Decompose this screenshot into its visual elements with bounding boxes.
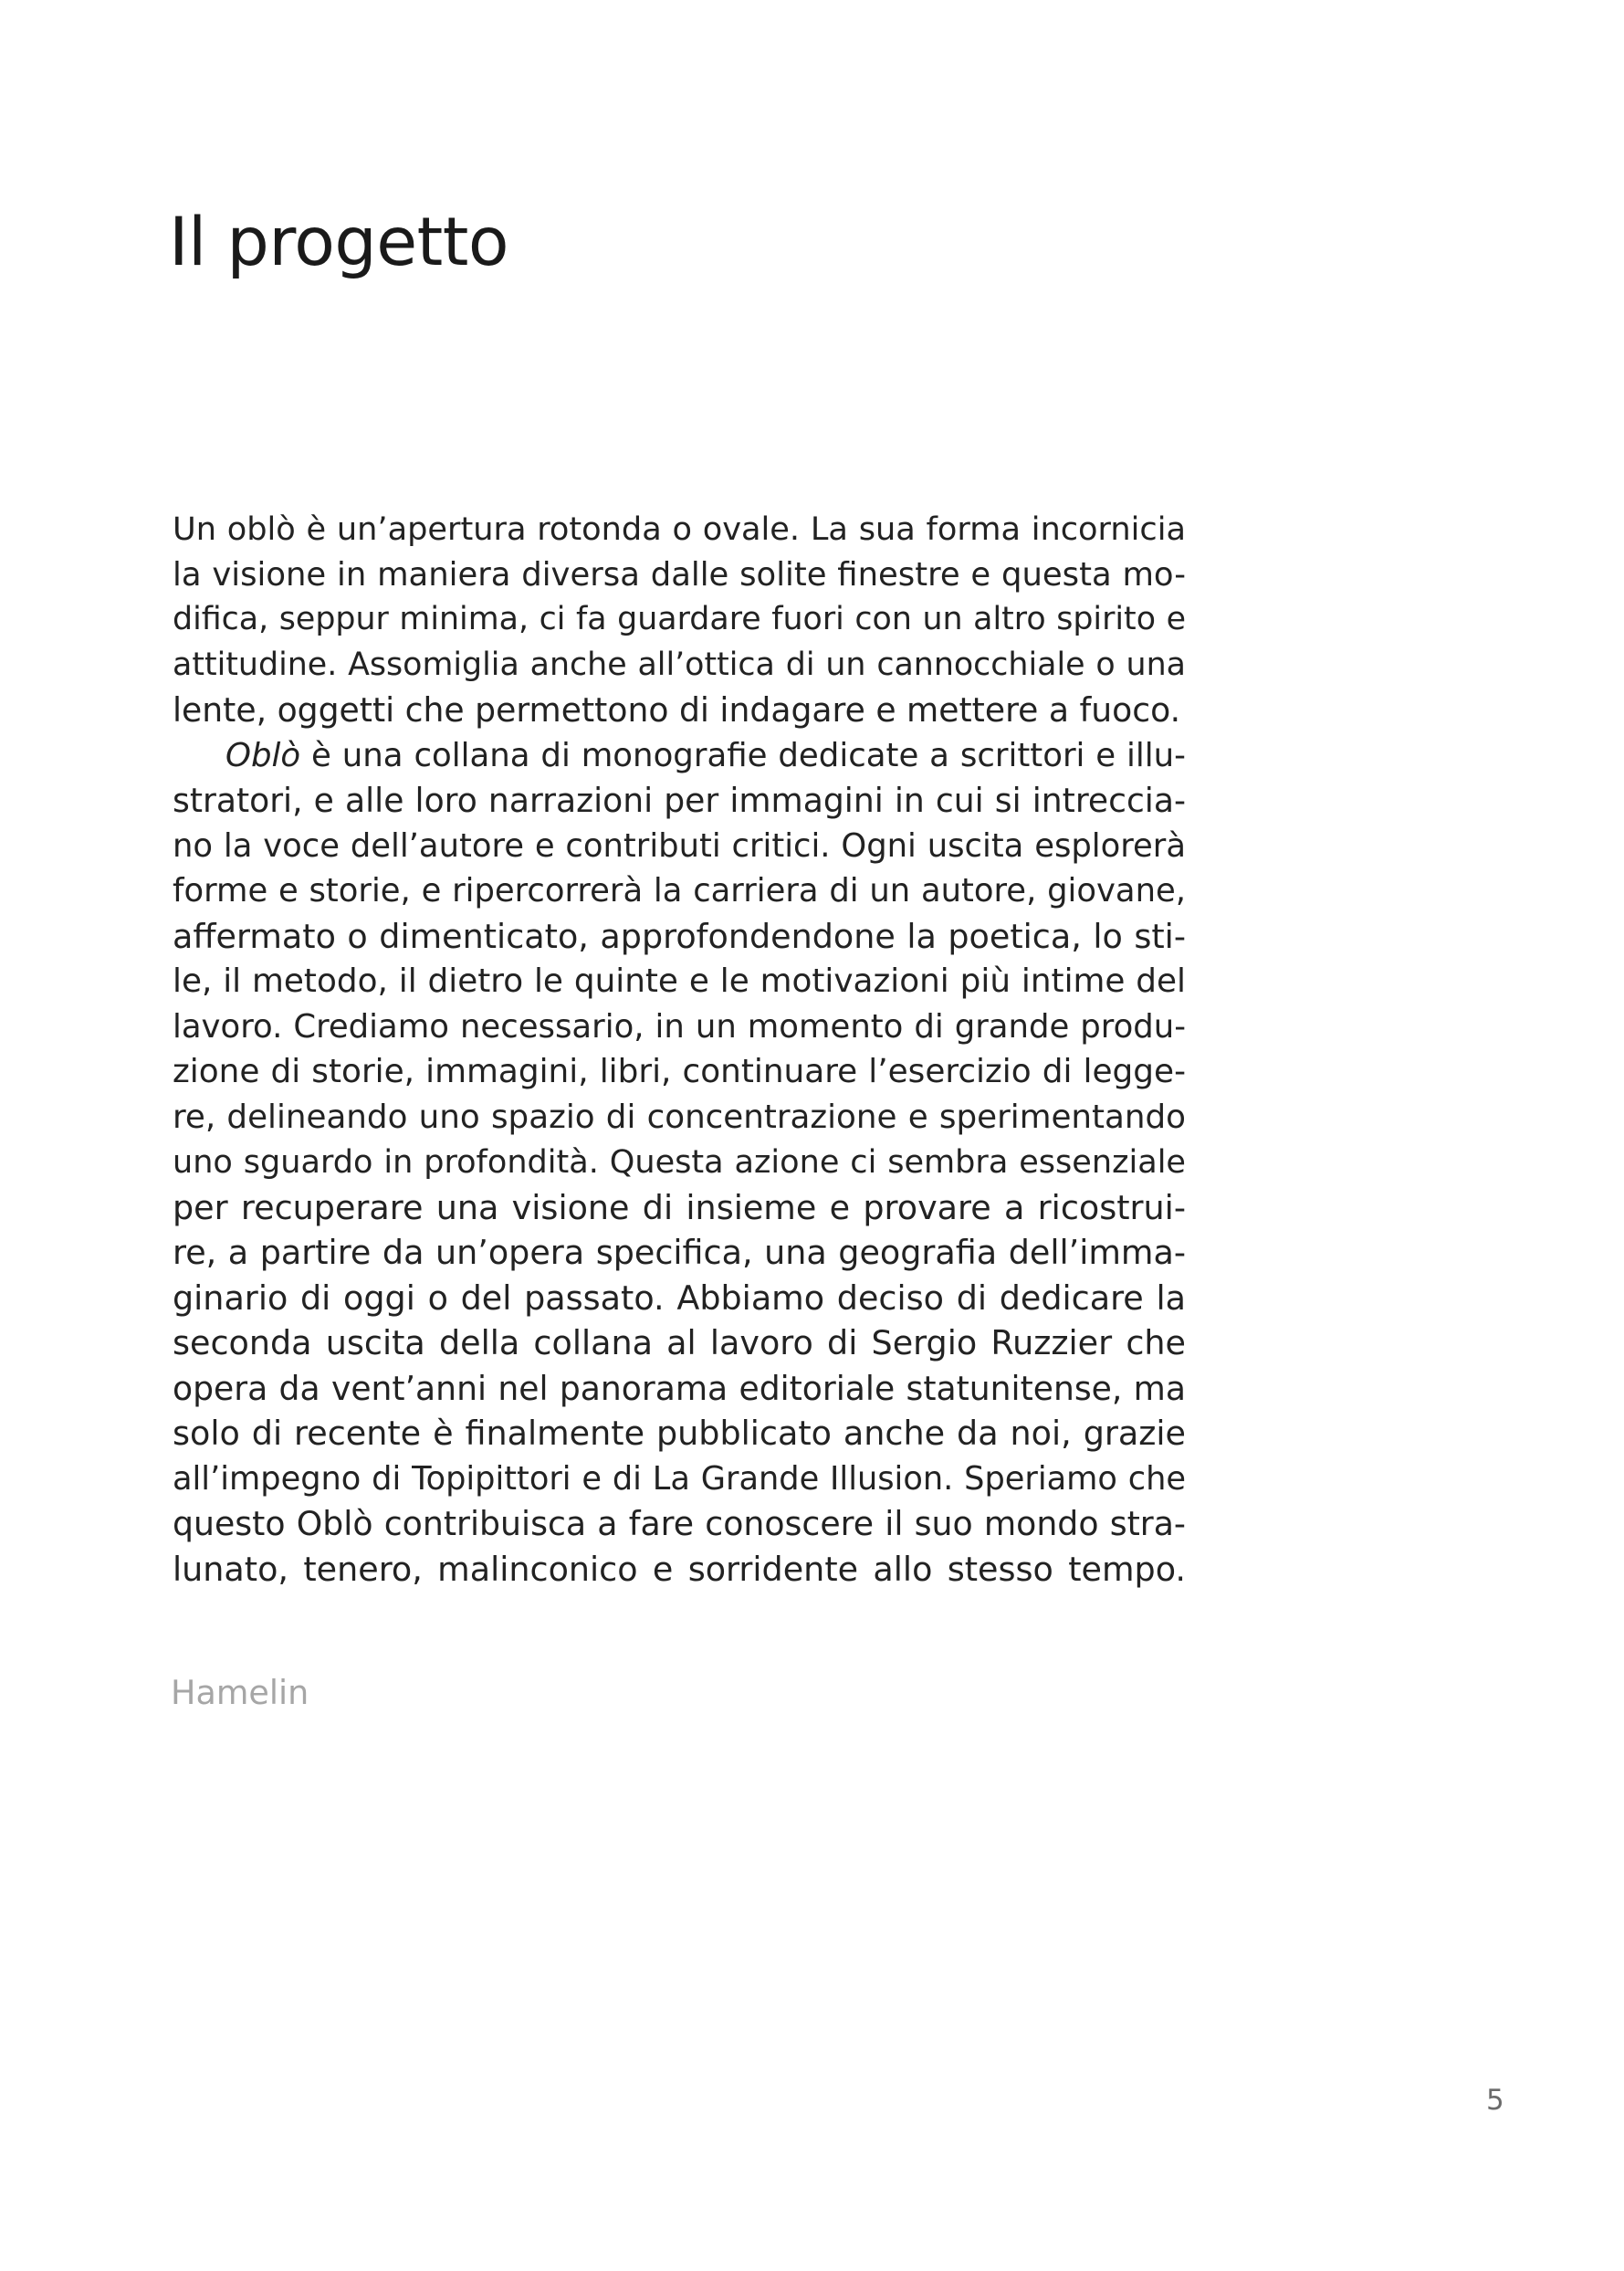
series-name-italic: Oblò	[225, 736, 301, 774]
text-line: attitudine. Assomiglia anche all’ottica di un cannocchiale o una	[173, 646, 1186, 683]
body-text	[173, 507, 1186, 1592]
text-line: seconda uscita della collana al lavoro di Sergio Ruzzier che	[173, 1323, 1186, 1362]
text-line: opera da vent’anni nel panorama editoriale statunitense, ma	[173, 1368, 1186, 1408]
text-line: per recuperare una visione di insieme e provare a ricostrui-	[173, 1187, 1186, 1227]
paragraph-intro	[173, 507, 1186, 733]
text-line: la visione in maniera diversa dalle solite finestre e questa mo-	[173, 555, 1186, 594]
paragraph-main	[173, 733, 1186, 1593]
text-line-rest: è una collana di monografie dedicate a scrittori e illu-	[300, 736, 1186, 774]
text-line: le, il metodo, il dietro le quinte e le motivazioni più intime del	[173, 962, 1186, 1000]
text-line: questo Oblò contribuisca a fare conoscere il suo mondo stra-	[173, 1504, 1186, 1543]
text-line: affermato o dimenticato, approfondendone la poetica, lo sti-	[173, 916, 1186, 956]
text-line: all’impegno di Topipittori e di La Grande Illusion. Speriamo che	[173, 1459, 1186, 1498]
text-line: lunato, tenero, malinconico e sorridente allo stesso tempo.	[173, 1549, 1186, 1589]
page-title: Il progetto	[169, 204, 509, 281]
text-line: Un oblò è un’apertura rotonda o ovale. La sua forma incornicia	[173, 510, 1186, 548]
text-line: lente, oggetti che permettono di indagare e mettere a fuoco.	[173, 690, 1181, 730]
text-line: re, a partire da un’opera specifica, una geografia dell’imma-	[173, 1233, 1186, 1272]
text-line-first	[173, 733, 1186, 779]
text-line: solo di recente è finalmente pubblicato anche da noi, grazie	[173, 1414, 1186, 1453]
text-line: difica, seppur minima, ci fa guardare fuori con un altro spirito e	[173, 601, 1186, 637]
page-number: 5	[1486, 2084, 1504, 2117]
text-line: re, delineando uno spazio di concentrazione e sperimentando	[173, 1098, 1186, 1136]
text-line: uno sguardo in profondità. Questa azione ci sembra essenziale	[173, 1143, 1186, 1181]
text-line: forme e storie, e ripercorrerà la carriera di un autore, giovane,	[173, 872, 1186, 909]
text-line: stratori, e alle loro narrazioni per immagini in cui si intreccia-	[173, 781, 1186, 820]
text-line: no la voce dell’autore e contributi critici. Ogni uscita esplorerà	[173, 826, 1186, 865]
text-line: lavoro. Crediamo necessario, in un momento di grande produ-	[173, 1007, 1186, 1046]
text-line: ginario di oggi o del passato. Abbiamo deciso di dedicare la	[173, 1277, 1186, 1318]
signature: Hamelin	[171, 1673, 309, 1712]
text-line: zione di storie, immagini, libri, continuare l’esercizio di legge-	[173, 1053, 1186, 1090]
